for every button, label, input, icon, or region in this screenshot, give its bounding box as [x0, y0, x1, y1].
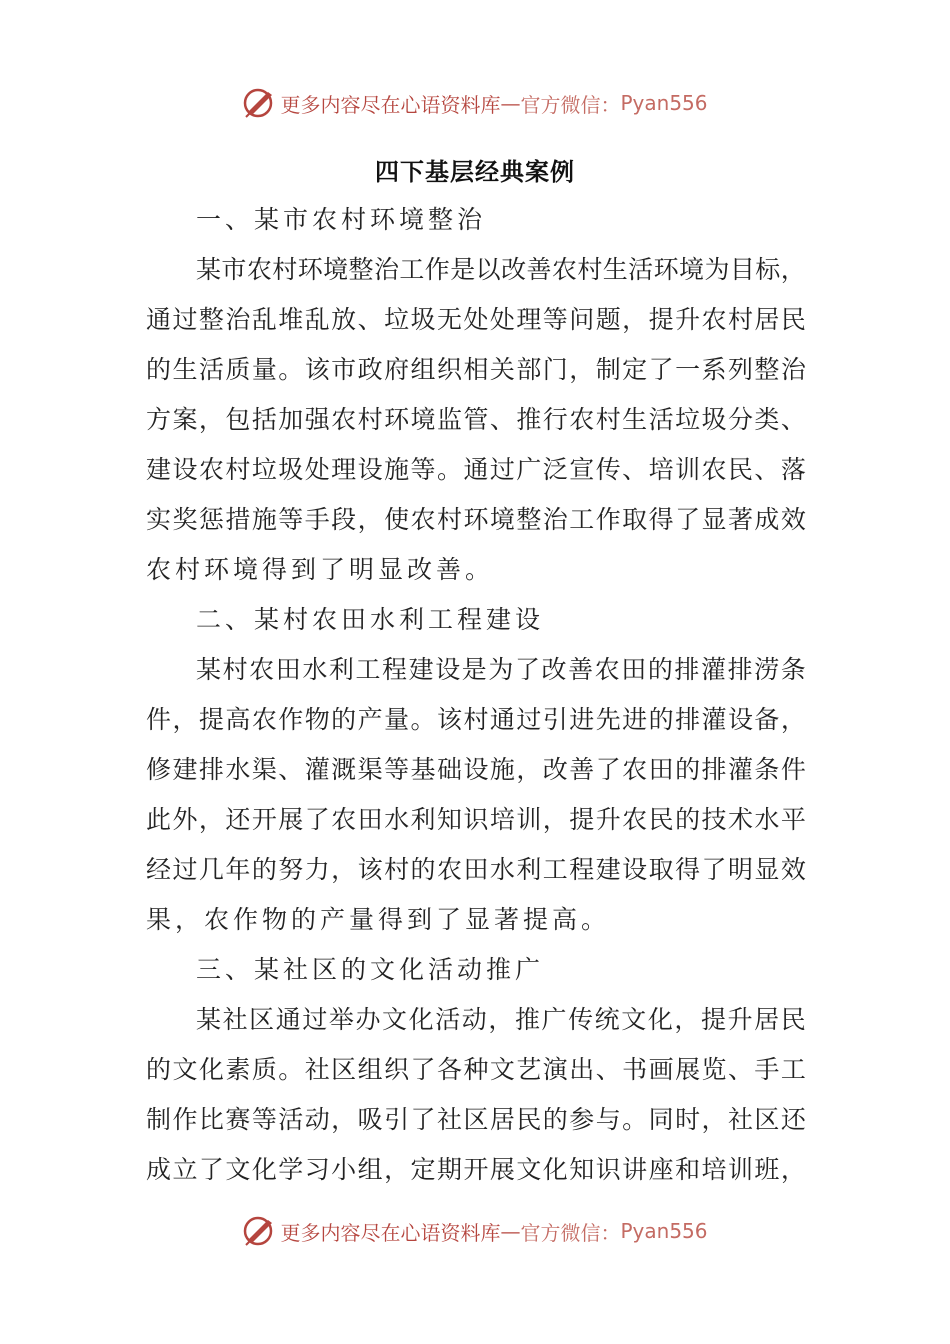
- paragraph-line: 此 外 ， 还 开 展 了 农 田 水 利 知 识 培 训 ， 提 升 农 民 的 技 术 水 平: [146, 805, 806, 834]
- paragraph-line: 成 立 了 文 化 学 习 小 组 ， 定 期 开 展 文 化 知 识 讲 座 和 培 训 班 ，: [146, 1155, 806, 1184]
- footer-watermark: [0, 1211, 950, 1251]
- paragraph-line: 制 作 比 赛 等 活 动 ， 吸 引 了 社 区 居 民 的 参 与 。 同 时 ， 社 区 还: [146, 1105, 806, 1134]
- pen-logo-icon: [242, 86, 276, 120]
- pen-logo-icon: [242, 1214, 276, 1248]
- paragraph-line: 通 过 整 治 乱 堆 乱 放 、 垃 圾 无 处 处 理 等 问 题 ， 提 升 农 村 居 民: [146, 305, 806, 334]
- watermark-official: 官方微信：: [520, 1220, 621, 1245]
- paragraph-line: 三、某社区的文化活动推广: [196, 955, 545, 984]
- watermark-dash: —: [500, 1219, 521, 1243]
- paragraph-line: 一、某市农村环境整治: [196, 205, 487, 234]
- watermark-wechat-id: Pyan556: [620, 91, 708, 115]
- watermark-official: 官方微信：: [520, 92, 621, 117]
- watermark-brand: 更多内容尽在心语资料库: [280, 92, 501, 117]
- paragraph-line: 某 村 农 田 水 利 工 程 建 设 是 为 了 改 善 农 田 的 排 灌 排 涝 条: [196, 655, 806, 684]
- document-title: 四下基层经典案例: [375, 158, 575, 186]
- paragraph-line: 果，农作物的产量得到了显著提高。: [146, 905, 611, 934]
- watermark-brand: 更多内容尽在心语资料库: [280, 1220, 501, 1245]
- paragraph-line: 方 案 ， 包 括 加 强 农 村 环 境 监 管 、 推 行 农 村 生 活 垃 圾 分 类 、: [146, 405, 806, 434]
- document-body: [146, 195, 806, 1195]
- paragraph-line: 二、某村农田水利工程建设: [196, 605, 545, 634]
- paragraph-line: 件 ， 提 高 农 作 物 的 产 量 。 该 村 通 过 引 进 先 进 的 排 灌 设 备 ，: [146, 705, 806, 734]
- header-watermark: [0, 83, 950, 123]
- paragraph-line: 建 设 农 村 垃 圾 处 理 设 施 等 。 通 过 广 泛 宣 传 、 培 训 农 民 、 落: [146, 455, 806, 484]
- watermark-dash: —: [500, 91, 521, 115]
- paragraph-line: 修 建 排 水 渠 、 灌 溉 渠 等 基 础 设 施 ， 改 善 了 农 田 的 排 灌 条 件: [146, 755, 806, 784]
- paragraph-line: 的 生 活 质 量 。 该 市 政 府 组 织 相 关 部 门 ， 制 定 了 一 系 列 整 治: [146, 355, 806, 384]
- paragraph-line: 实 奖 惩 措 施 等 手 段 ， 使 农 村 环 境 整 治 工 作 取 得 了 显 著 成 效: [146, 505, 806, 534]
- watermark-wechat-id: Pyan556: [620, 1219, 708, 1243]
- paragraph-line: 某 社 区 通 过 举 办 文 化 活 动 ， 推 广 传 统 文 化 ， 提 升 居 民: [196, 1005, 806, 1034]
- paragraph-line: 某 市 农 村 环 境 整 治 工 作 是 以 改 善 农 村 生 活 环 境 为 目 标 ，: [196, 255, 806, 284]
- paragraph-line: 经 过 几 年 的 努 力 ， 该 村 的 农 田 水 利 工 程 建 设 取 得 了 明 显 效: [146, 855, 806, 884]
- paragraph-line: 农村环境得到了明显改善。: [146, 555, 495, 584]
- paragraph-line: 的 文 化 素 质 。 社 区 组 织 了 各 种 文 艺 演 出 、 书 画 展 览 、 手 工: [146, 1055, 806, 1084]
